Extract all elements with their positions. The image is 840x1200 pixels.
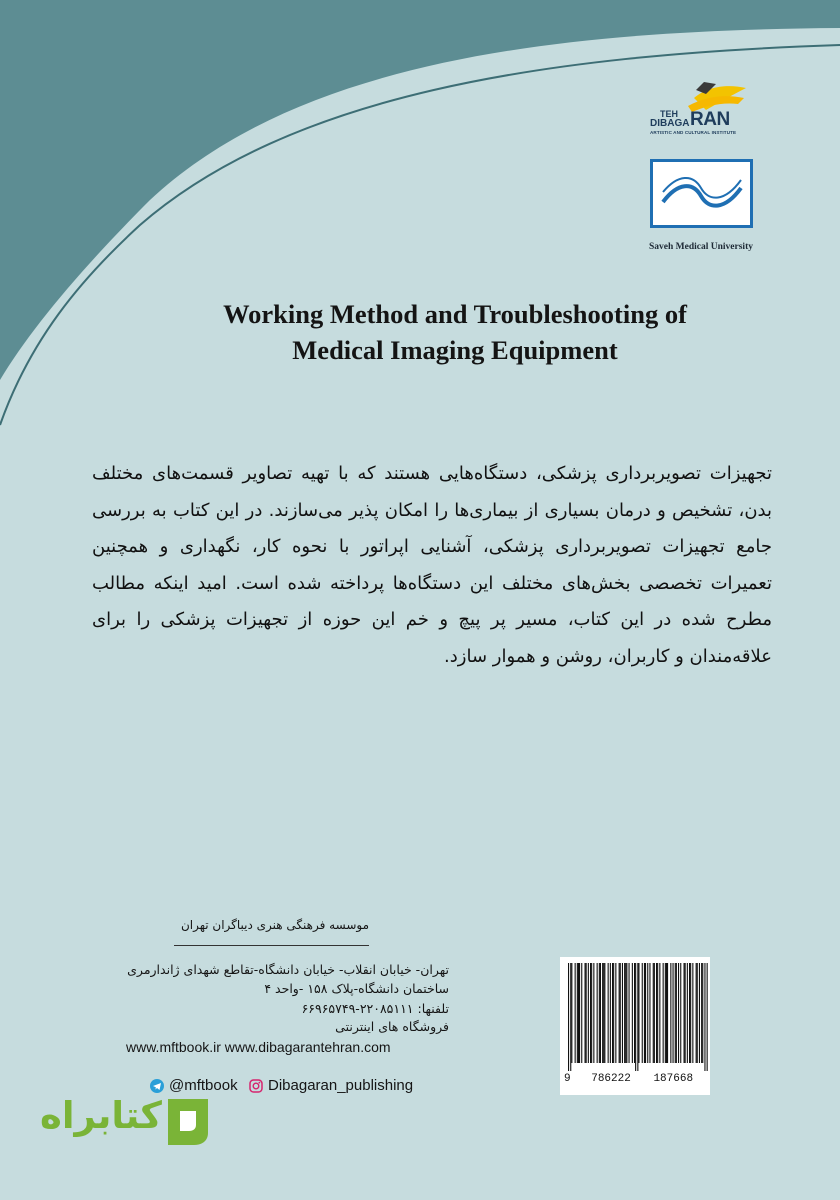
- title-line-2: Medical Imaging Equipment: [292, 335, 618, 365]
- publisher-logo: [636, 76, 766, 261]
- barcode-bar: [707, 963, 708, 1071]
- instagram-handle: [249, 1077, 413, 1094]
- address-line-1: تهران- خیابان انقلاب- خیابان دانشگاه-تقاطع شهدای ژاندارمری: [127, 962, 449, 977]
- barcode-bar: [624, 963, 625, 1063]
- barcode-bar: [657, 963, 658, 1063]
- barcode-bar: [626, 963, 627, 1063]
- barcode-bar: [656, 963, 657, 1063]
- barcode-bar: [570, 963, 571, 1071]
- telegram-text: @mftbook: [169, 1077, 238, 1094]
- barcode-bar: [653, 963, 654, 1063]
- barcode-bar: [647, 963, 648, 1063]
- barcode-bar: [597, 963, 598, 1063]
- divider: [174, 945, 369, 946]
- barcode-bar: [704, 963, 705, 1071]
- book-description: تجهیزات تصویربرداری پزشکی، دستگاه‌هایی هستند که با تهیه تصاویر قسمت‌های مختلف بدن، تشخیص و درمان بسیاری از بیماری‌ها را امکان پذیر می‌سازند. در این کتاب به بررسی جامع تجهیزات تصویربرداری پزشکی، آشنایی اپراتور با نحوه کار، نگهداری و همچنین تعمیرات تخصصی بخش‌های مختلف این دستگاه‌ها پرداخته شده است. امید اینکه مطالب مطرح شده در این کتاب، مسیر پر پیچ و خم این حوزه از تجهیزات پزشکی را برای علاقه‌مندان و کاربران، روشن و هموار سازد.: [92, 463, 772, 667]
- barcode-bar: [676, 963, 677, 1063]
- barcode-bar: [590, 963, 591, 1063]
- barcode-bar: [588, 963, 589, 1063]
- barcode-bar: [692, 963, 693, 1063]
- barcode-bar: [701, 963, 702, 1063]
- phone-numbers: تلفنها: ۲۲۰۸۵۱۱۱-۶۶۹۶۵۷۴۹: [301, 1001, 449, 1016]
- title-line-1: Working Method and Troubleshooting of: [223, 299, 687, 329]
- barcode-bar: [599, 963, 600, 1063]
- barcode-digit-first: 9: [564, 1073, 571, 1085]
- barcode-bar: [629, 963, 630, 1063]
- barcode-digits: [564, 1073, 708, 1085]
- barcode-bar: [696, 963, 697, 1063]
- barcode-bar: [673, 963, 674, 1063]
- barcode-bar: [699, 963, 700, 1063]
- barcode-bar: [620, 963, 621, 1063]
- address-line-2: ساختمان دانشگاه-پلاک ۱۵۸ -واحد ۴: [264, 981, 449, 996]
- barcode-bar: [634, 963, 635, 1063]
- barcode-bar: [600, 963, 601, 1063]
- barcode-bar: [610, 963, 611, 1063]
- barcode-bar: [697, 963, 698, 1063]
- barcode-bar: [568, 963, 569, 1071]
- barcode-bar: [689, 963, 690, 1063]
- barcode-bar: [678, 963, 679, 1063]
- barcode-bar: [602, 963, 603, 1063]
- barcode-bar: [642, 963, 643, 1063]
- barcode-bar: [670, 963, 671, 1063]
- logo-ran: RAN: [690, 109, 730, 130]
- barcode-bar: [612, 963, 613, 1063]
- instagram-icon: [249, 1079, 263, 1093]
- barcode-bar: [638, 963, 639, 1063]
- barcode-bar: [667, 963, 668, 1063]
- ketabrah-logo-icon: [158, 1091, 218, 1151]
- barcode-bar: [619, 963, 620, 1063]
- ketabrah-text: کتابراه: [40, 1094, 162, 1137]
- barcode-bar: [613, 963, 614, 1063]
- barcode-bar: [684, 963, 685, 1063]
- institute-name: موسسه فرهنگی هنری دیباگران تهران: [180, 918, 369, 932]
- instagram-text: Dibagaran_publishing: [268, 1077, 414, 1094]
- barcode-bar: [637, 963, 638, 1071]
- barcode-bar: [687, 963, 688, 1063]
- barcode-bar: [579, 963, 580, 1063]
- university-logo: [650, 159, 753, 228]
- wave-emblem-icon: [653, 162, 750, 225]
- barcode-bar: [608, 963, 609, 1063]
- barcode-bar: [577, 963, 578, 1063]
- university-name: Saveh Medical University: [649, 242, 753, 252]
- barcode-bar: [571, 963, 572, 1063]
- barcode-bar: [622, 963, 623, 1063]
- barcode-bar: [604, 963, 605, 1063]
- logo-teh: TEH: [660, 109, 678, 119]
- barcode-bars: [560, 957, 710, 1073]
- logo-subtitle: ARTISTIC AND CULTURAL INSTITUTE: [650, 130, 737, 135]
- barcode-bar: [593, 963, 594, 1063]
- barcode-bar: [654, 963, 655, 1063]
- barcode-bar: [585, 963, 586, 1063]
- barcode-bar: [603, 963, 604, 1063]
- barcode-digits-mid: 786222: [591, 1073, 631, 1085]
- barcode-bar: [665, 963, 666, 1063]
- barcode-bar: [680, 963, 681, 1063]
- barcode-bar: [591, 963, 592, 1063]
- online-stores-label: فروشگاه های اینترنتی: [335, 1019, 449, 1034]
- barcode-bar: [649, 963, 650, 1063]
- book-title: [140, 296, 770, 368]
- barcode-bar: [575, 963, 576, 1063]
- barcode-bar: [578, 963, 579, 1063]
- barcode-bar: [635, 963, 636, 1071]
- barcode-bar: [615, 963, 616, 1063]
- barcode-bar: [644, 963, 645, 1063]
- barcode-digits-last: 187668: [653, 1073, 694, 1085]
- logo-dibaga: DIBAGA: [650, 118, 690, 129]
- barcode-bar: [586, 963, 587, 1063]
- barcode-bar: [702, 963, 703, 1063]
- barcode-bar: [685, 963, 686, 1063]
- barcode-bar: [675, 963, 676, 1063]
- barcode-bar: [645, 963, 646, 1063]
- websites: www.mftbook.ir www.dibagarantehran.com: [126, 1039, 391, 1055]
- barcode-bar: [663, 963, 664, 1063]
- barcode-bar: [625, 963, 626, 1063]
- barcode-bar: [690, 963, 691, 1063]
- isbn-barcode: [560, 957, 710, 1095]
- barcode-bar: [581, 963, 582, 1063]
- ketabrah-watermark: [40, 1087, 240, 1157]
- barcode-bar: [659, 963, 660, 1063]
- barcode-bar: [666, 963, 667, 1063]
- barcode-bar: [632, 963, 633, 1063]
